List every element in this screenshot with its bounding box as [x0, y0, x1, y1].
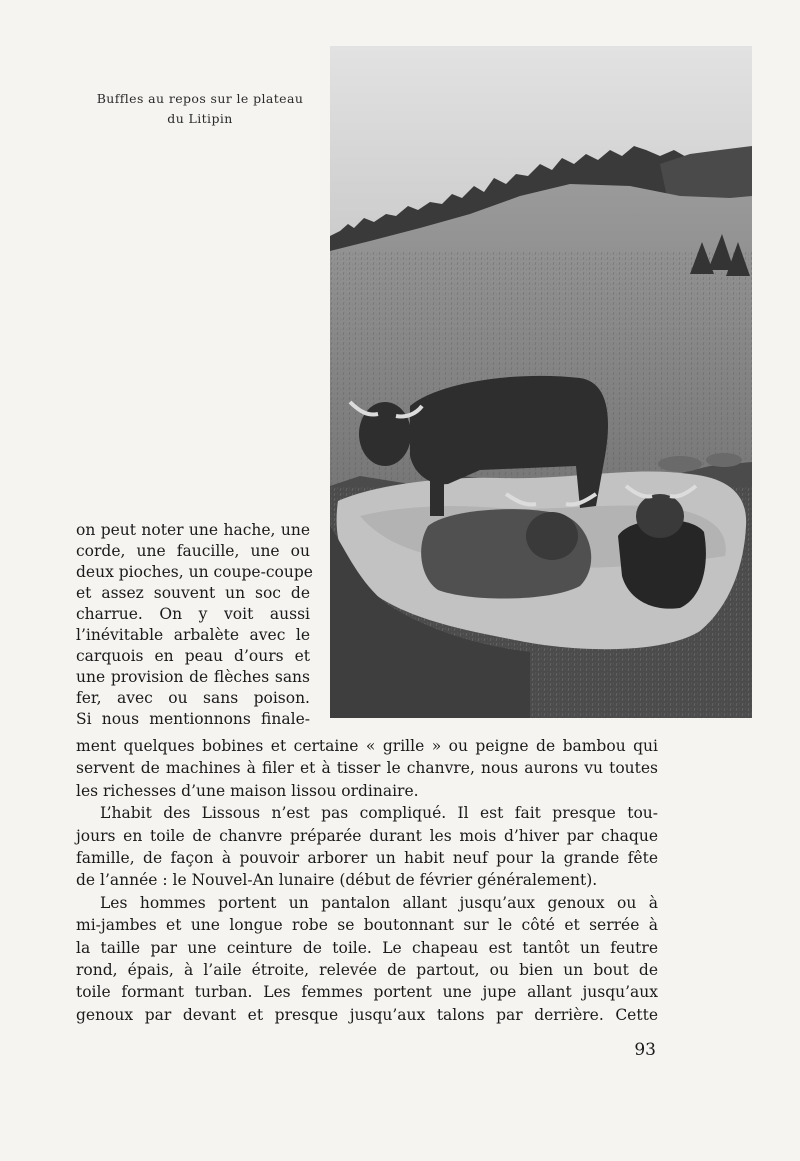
text-line: Les hommes portent un pantalon allant jusqu’aux genoux ou à: [100, 893, 658, 912]
text-line: jours en toile de chanvre préparée durant les mois d’hiver par chaque: [76, 826, 658, 845]
full-width-text: [76, 735, 658, 1026]
buffalo-photograph: [330, 46, 752, 718]
text-line: famille, de façon à pouvoir arborer un habit neuf pour la grande fête: [76, 848, 658, 867]
text-line: genoux par devant et presque jusqu’aux talons par derrière. Cette: [76, 1005, 658, 1024]
text-line: la taille par une ceinture de toile. Le chapeau est tantôt un feutre: [76, 938, 658, 957]
text-line: servent de machines à filer et à tisser le chanvre, nous aurons vu toutes: [76, 759, 658, 778]
caption-line-1: Buffles au repos sur le plateau: [96, 91, 304, 106]
text-line: rond, épais, à l’aile étroite, relevée de partout, ou bien un bout de: [76, 960, 658, 979]
text-line: charrue. On y voit aussi: [76, 605, 310, 623]
text-line: fer, avec ou sans poison.: [76, 689, 310, 707]
text-line: deux pioches, un coupe-coupe: [76, 563, 313, 581]
caption-line-2: du Litipin: [167, 111, 233, 126]
text-line: corde, une faucille, une ou: [76, 542, 310, 560]
photo-illustration: [330, 46, 752, 718]
text-line: mi-jambes et une longue robe se boutonnant sur le côté et serrée à: [76, 916, 658, 935]
narrow-text-column: [76, 520, 313, 730]
text-line: ment quelques bobines et certaine « grille » ou peigne de bambou qui: [76, 737, 658, 755]
text-line: l’inévitable arbalète avec le: [76, 626, 310, 644]
text-line: et assez souvent un soc de: [76, 584, 310, 602]
text-line: L’habit des Lissous n’est pas compliqué. Il est fait presque tou-: [100, 804, 658, 823]
text-line: de l’année : le Nouvel-An lunaire (début de février généralement).: [76, 871, 598, 890]
photo-caption: [80, 89, 320, 129]
text-line: toile formant turban. Les femmes portent une jupe allant jusqu’aux: [76, 983, 658, 1002]
text-line: Si nous mentionnons finale-: [76, 710, 310, 728]
text-line: une provision de flèches sans: [76, 668, 310, 686]
text-line: carquois en peau d’ours et: [76, 647, 310, 665]
paragraph-3: [76, 892, 658, 1026]
paragraph-2: [76, 802, 658, 892]
paragraph-1: [76, 735, 658, 802]
page-number: 93: [634, 1040, 656, 1060]
text-line: les richesses d’une maison lissou ordinaire.: [76, 781, 419, 800]
text-line: on peut noter une hache, une: [76, 521, 310, 539]
